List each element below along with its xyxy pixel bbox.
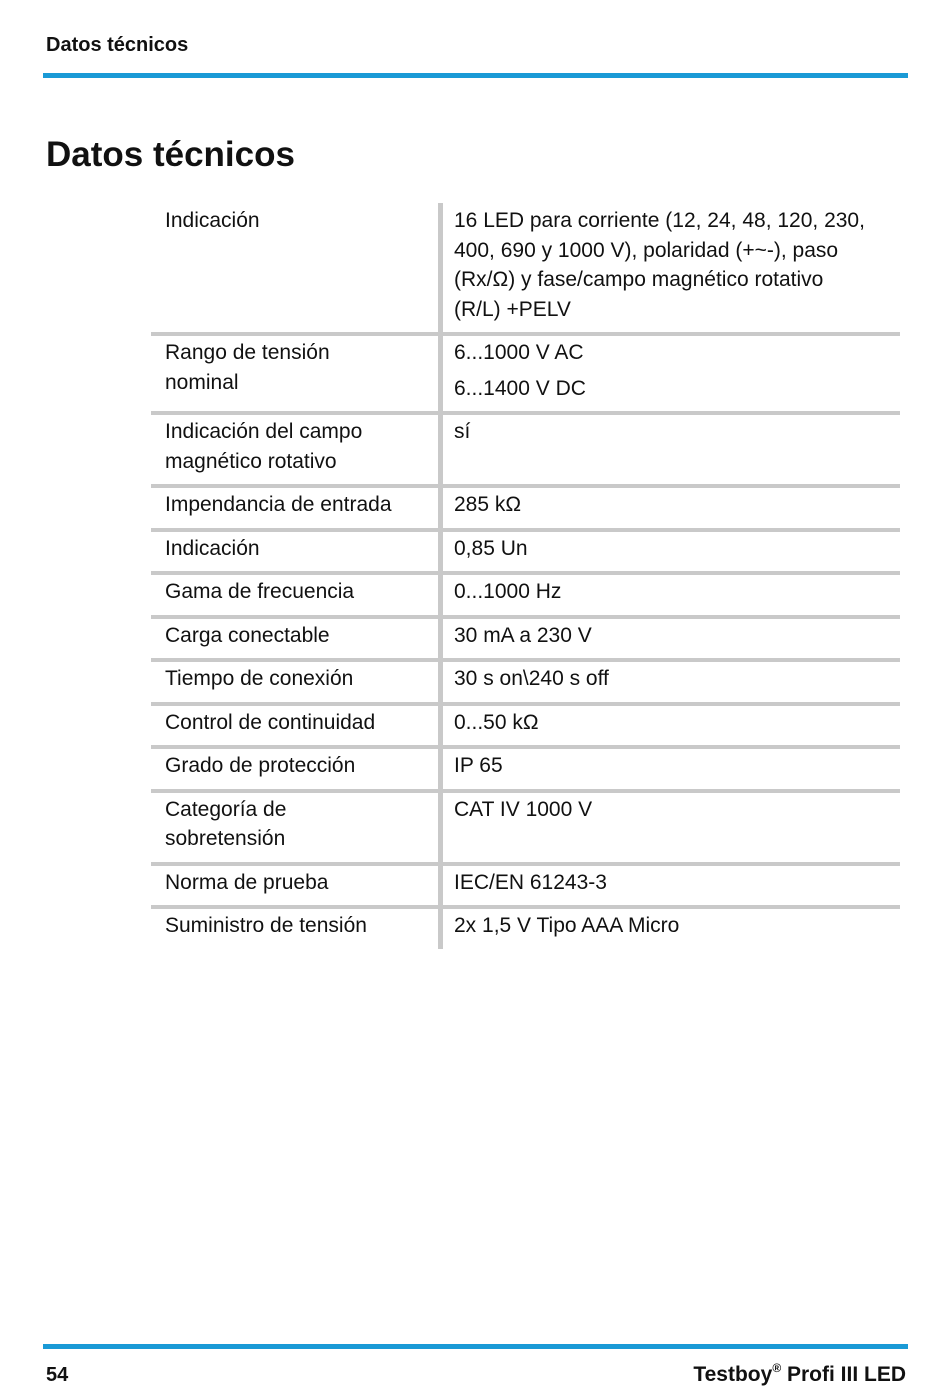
table-row [151, 203, 900, 334]
spec-value-line: IP 65 [454, 754, 503, 777]
spec-value [441, 413, 901, 486]
spec-label-line: Norma de prueba [165, 870, 329, 894]
table-row [151, 704, 900, 748]
spec-value-line: 400, 690 y 1000 V), polaridad (+~-), paso [454, 238, 839, 262]
spec-label-line: Indicación [165, 209, 260, 232]
spec-label-line: Grado de protección [165, 754, 356, 777]
spec-value-line: 285 kΩ [454, 493, 522, 516]
spec-label [151, 907, 441, 949]
spec-table-body [151, 203, 900, 949]
spec-value-line: (R/L) +PELV [454, 297, 571, 321]
spec-label [151, 334, 441, 413]
product-name: Profi III LED [781, 1363, 906, 1386]
table-row [151, 907, 900, 949]
spec-value [441, 747, 901, 791]
header-rule [43, 73, 908, 78]
spec-label-line: Rango de tensión [165, 341, 330, 364]
table-row [151, 747, 900, 791]
spec-label-line: Carga conectable [165, 623, 330, 647]
table-row [151, 573, 900, 617]
footer-rule [43, 1344, 908, 1349]
spec-value-line: IEC/EN 61243-3 [454, 870, 607, 894]
spec-value-line: sí [454, 420, 471, 443]
spec-label-line: Indicación [165, 536, 260, 560]
spec-value-line: 6...1400 V DC [454, 376, 586, 400]
table-row [151, 334, 900, 413]
spec-value [441, 203, 901, 334]
spec-label [151, 617, 441, 661]
spec-label-line: magnético rotativo [165, 449, 337, 473]
page-title: Datos técnicos [46, 135, 295, 174]
footer-product-name [693, 1361, 906, 1387]
table-row [151, 486, 900, 530]
spec-table [151, 203, 900, 949]
spec-value [441, 334, 901, 413]
spec-label-line: Suministro de tensión [165, 914, 367, 937]
spec-value-line: (Rx/Ω) y fase/campo magnético rotativo [454, 268, 824, 291]
table-row [151, 413, 900, 486]
spec-label [151, 413, 441, 486]
spec-value-line: CAT IV 1000 V [454, 797, 593, 821]
table-row [151, 864, 900, 908]
spec-label [151, 203, 441, 334]
spec-value-line: 30 s on\240 s off [454, 667, 609, 690]
table-row [151, 791, 900, 864]
spec-value [441, 660, 901, 704]
spec-label-line: sobretensión [165, 827, 286, 850]
spec-value-line: 16 LED para corriente (12, 24, 48, 120, 230, [454, 209, 865, 232]
spec-value [441, 486, 901, 530]
spec-label [151, 486, 441, 530]
spec-label-line: Indicación del campo [165, 420, 363, 443]
spec-label [151, 747, 441, 791]
spec-value-line: 0...1000 Hz [454, 580, 562, 603]
spec-value [441, 791, 901, 864]
spec-value-line: 0,85 Un [454, 536, 528, 560]
brand-name: Testboy [693, 1363, 773, 1386]
spec-label [151, 573, 441, 617]
spec-label [151, 530, 441, 574]
spec-value [441, 530, 901, 574]
table-row [151, 660, 900, 704]
spec-value-line: 6...1000 V AC [454, 341, 584, 364]
table-row [151, 530, 900, 574]
spec-value [441, 907, 901, 949]
spec-label [151, 660, 441, 704]
spec-label-line: nominal [165, 370, 239, 394]
spec-label [151, 864, 441, 908]
spec-value-line: 0...50 kΩ [454, 710, 539, 734]
spec-label [151, 704, 441, 748]
spec-value [441, 864, 901, 908]
spec-label [151, 791, 441, 864]
spec-label-line: Gama de frecuencia [165, 580, 355, 603]
table-row [151, 617, 900, 661]
spec-value [441, 704, 901, 748]
spec-value-line: 30 mA a 230 V [454, 623, 592, 647]
running-header: Datos técnicos [46, 34, 189, 56]
registered-mark: ® [772, 1361, 782, 1375]
spec-label-line: Impendancia de entrada [165, 493, 392, 516]
spec-label-line: Categoría de [165, 797, 287, 821]
spec-value [441, 573, 901, 617]
page-number: 54 [46, 1364, 69, 1386]
spec-value-line: 2x 1,5 V Tipo AAA Micro [454, 914, 680, 937]
spec-label-line: Control de continuidad [165, 710, 376, 734]
spec-label-line: Tiempo de conexión [165, 667, 354, 690]
spec-value [441, 617, 901, 661]
